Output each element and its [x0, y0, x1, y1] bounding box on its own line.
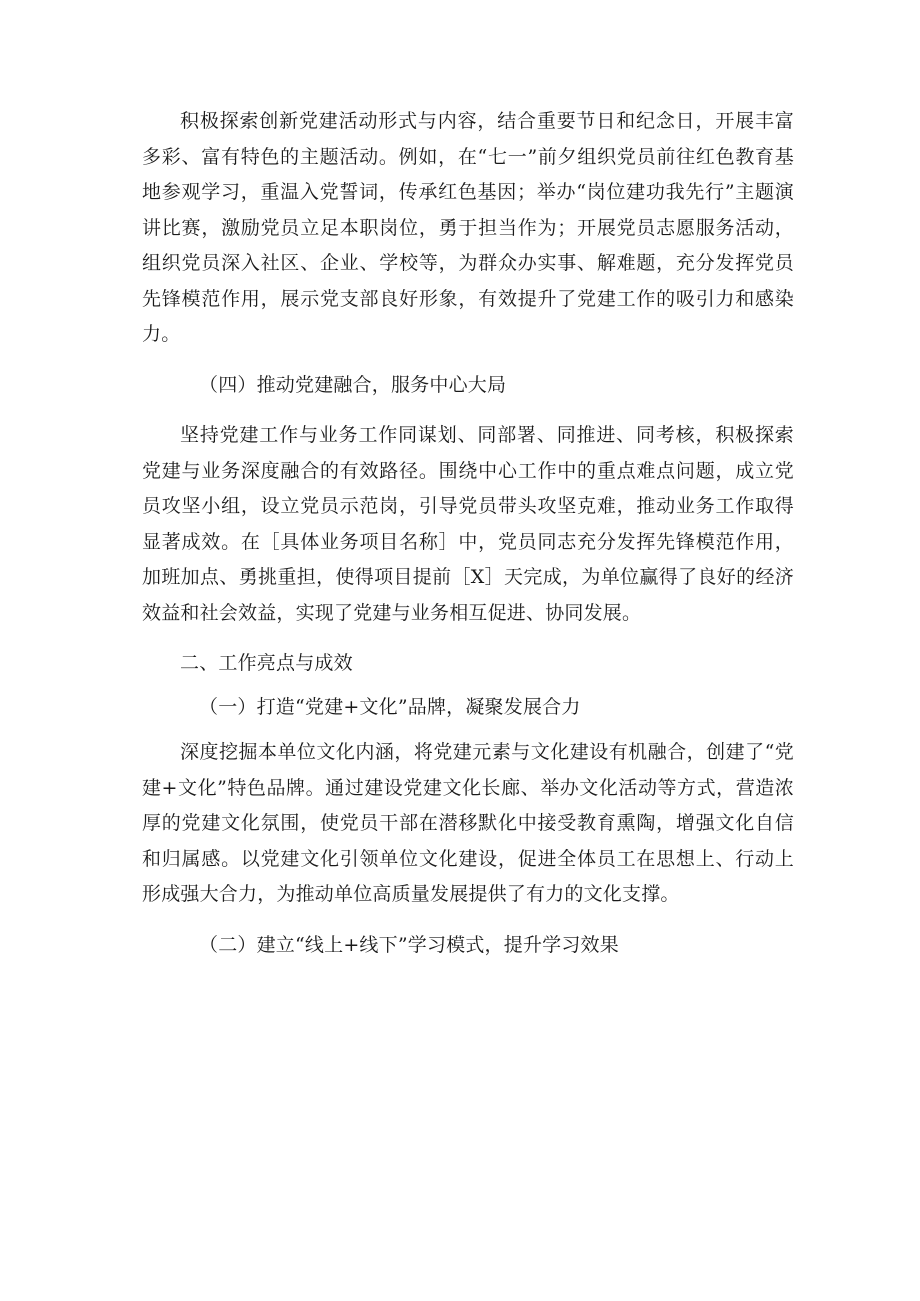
- paragraph-gap: [142, 913, 794, 928]
- section-heading-highlights: 二、工作亮点与成效: [180, 652, 353, 674]
- paragraph-gap: [142, 725, 794, 735]
- paragraph-culture-brand: 深度挖掘本单位文化内涵，将党建元素与文化建设有机融合，创建了“党建+文化”特色品牌。通过建设党建文化长廊、举办文化活动等方式，营造浓厚的党建文化氛围，使党员干部在潜移默化中接受教育熏陶，增强文化自信和归属感。以党建文化引领单位文化建设，促进全体员工在思想上、行动上形成强大合力，为推动单位高质量发展提供了有力的文化支撑。: [142, 741, 794, 905]
- paragraph-activities: 积极探索创新党建活动形式与内容，结合重要节日和纪念日，开展丰富多彩、富有特色的主题活动。例如，在“七一”前夕组织党员前往红色教育基地参观学习，重温入党誓词，传承红色基因；举办“岗位建功我先行”主题演讲比赛，激励党员立足本职岗位，勇于担当作为；开展党员志愿服务活动，组织党员深入社区、企业、学校等，为群众办实事、解难题，充分发挥党员先锋模范作用，展示党支部良好形象，有效提升了党建工作的吸引力和感染力。: [142, 110, 794, 345]
- paragraph-integration: 坚持党建工作与业务工作同谋划、同部署、同推进、同考核，积极探索党建与业务深度融合的有效路径。围绕中心工作中的重点难点问题，成立党员攻坚小组，设立党员示范岗，引导党员带头攻坚克难，推动业务工作取得显著成效。在［具体业务项目名称］中，党员同志充分发挥先锋模范作用，加班加点、勇挑重担，使得项目提前［X］天完成，为单位赢得了良好的经济效益和社会效益，实现了党建与业务相互促进、协同发展。: [142, 424, 794, 624]
- heading-culture-brand: （一）打造“党建+文化”品牌，凝聚发展合力: [199, 695, 581, 718]
- paragraph-gap: [142, 682, 794, 690]
- heading-integration: （四）推动党建融合，服务中心大局: [199, 373, 507, 396]
- paragraph-gap: [142, 353, 794, 368]
- paragraph-gap: [142, 403, 794, 418]
- document-body: [142, 104, 794, 963]
- paragraph-gap: [142, 631, 794, 646]
- heading-learning-mode: （二）建立“线上+线下”学习模式，提升学习效果: [199, 933, 619, 956]
